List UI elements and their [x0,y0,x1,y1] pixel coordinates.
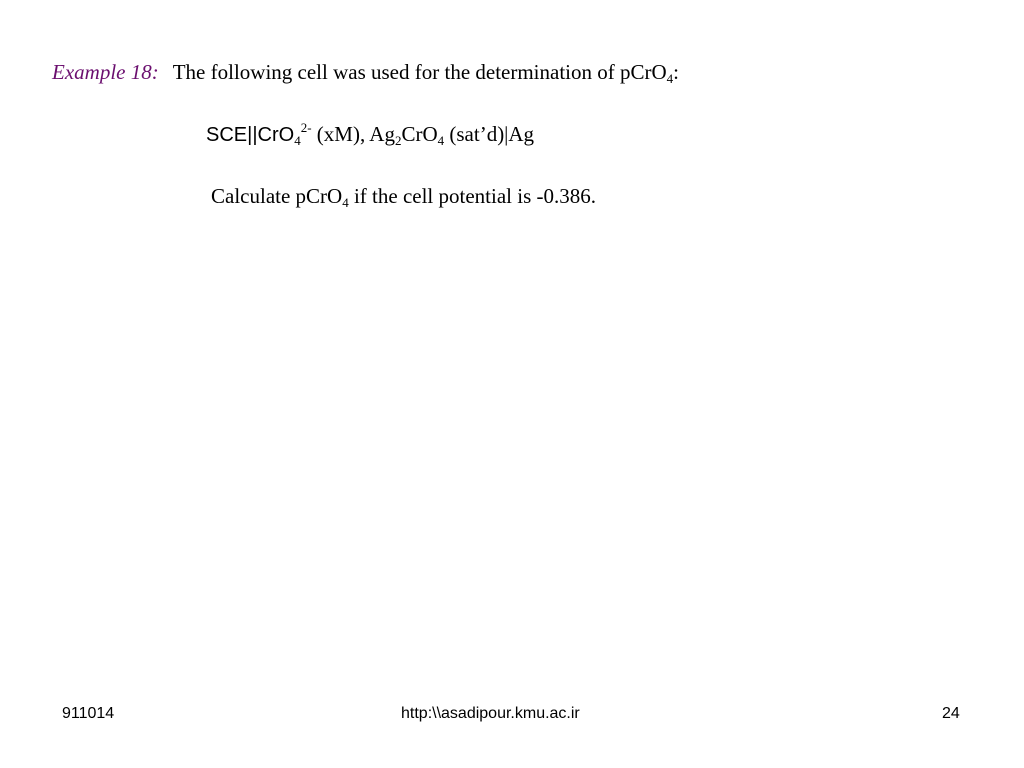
example-heading: Example 18: [52,60,159,84]
cell-sce: SCE [206,124,248,146]
cell-silver-chromate-subscript: 4 [437,133,445,148]
cell-silver-subscript: 2 [394,133,402,148]
cell-silver-chromate: CrO [401,122,438,146]
footer-date: 911014 [62,705,115,722]
question-tail: if the cell potential is -0.386. [348,184,596,208]
example-line [52,60,680,86]
example-subscript: 4 [666,71,674,86]
cell-notation [206,120,535,148]
question-line [211,184,596,210]
cell-tail: (sat’d)|Ag [444,122,535,146]
cell-chromate-subscript: 4 [294,133,301,148]
cell-concentration: (xM), Ag [311,122,395,146]
question-subscript: 4 [342,195,349,210]
cell-chromate-charge: 2- [300,120,312,135]
cell-chromate: CrO [257,124,295,146]
question-text: Calculate pCrO [211,184,343,208]
cell-salt-bridge: || [247,124,258,146]
footer-page-number: 24 [942,705,960,722]
example-tail: : [673,60,680,84]
example-text: The following cell was used for the determination of pCrO [172,60,667,84]
footer-url: http:\\asadipour.kmu.ac.ir [401,705,580,722]
